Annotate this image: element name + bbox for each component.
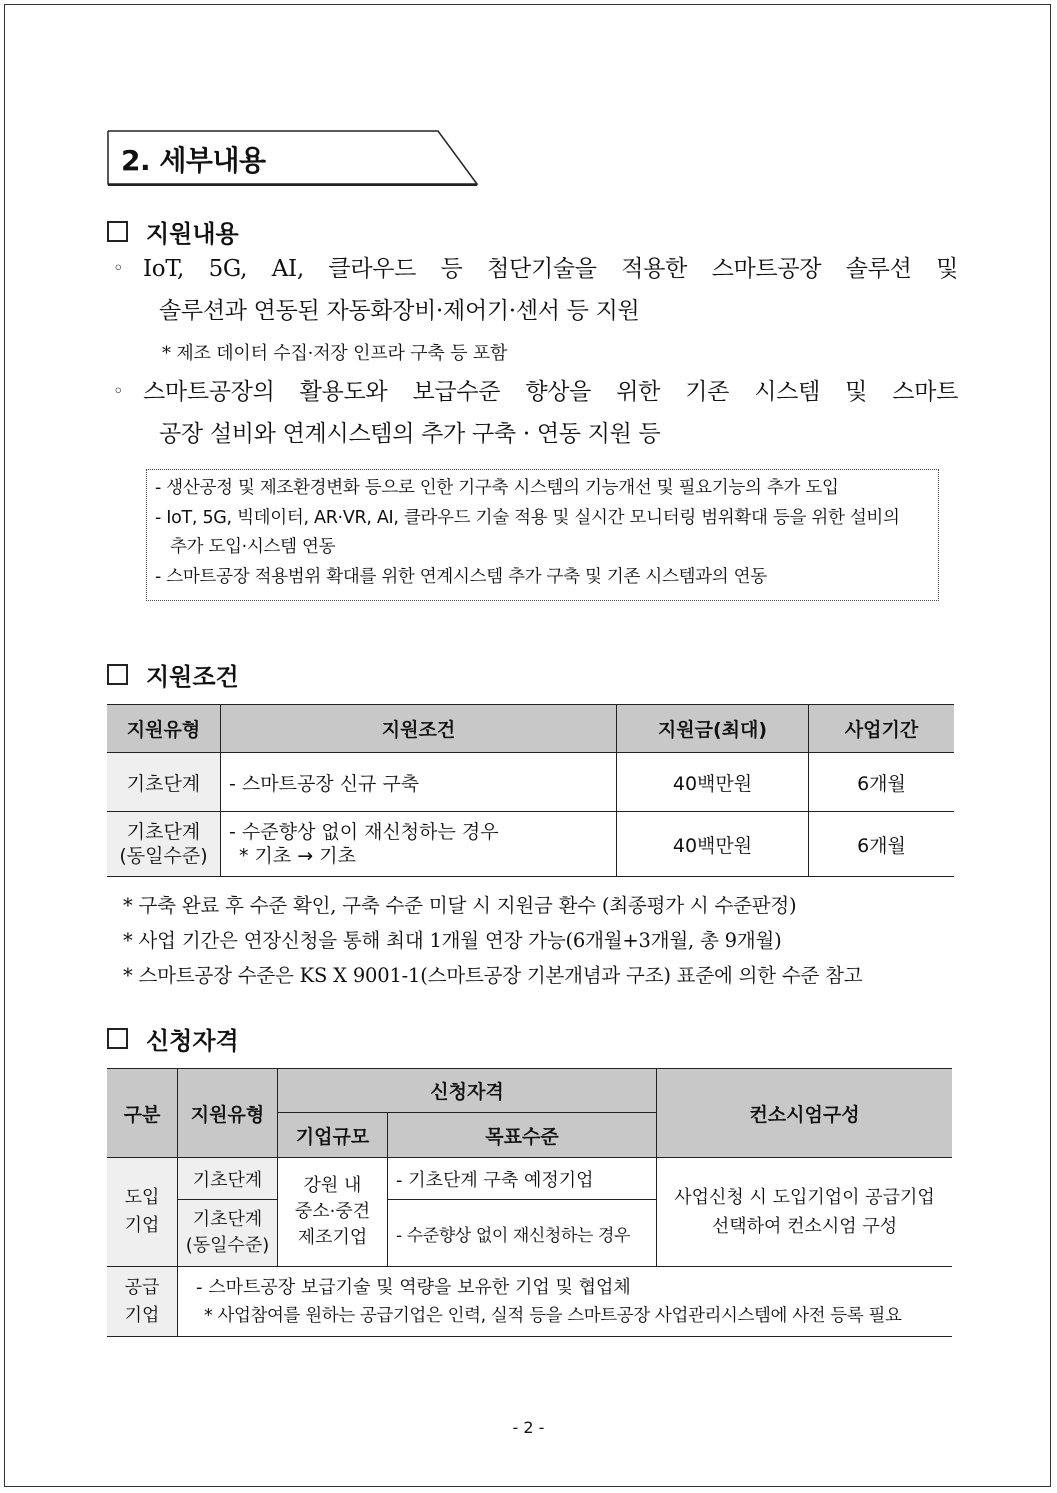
cell-target: - 수준향상 없이 재신청하는 경우: [388, 1200, 657, 1267]
cell-type-line: 기초단계: [126, 821, 201, 843]
consortium-line: 사업신청 시 도입기업이 공급기업: [674, 1187, 935, 1208]
size-line: 제조기업: [297, 1227, 368, 1248]
checkbox-square-icon: [107, 1028, 128, 1049]
detail-line: 추가 도입·시스템 연동: [170, 537, 336, 557]
table-header: 목표수준: [388, 1113, 657, 1158]
table-header: 지원금(최대): [617, 705, 809, 753]
table-header: 지원조건: [221, 705, 617, 753]
heading-text: 지원조건: [146, 663, 239, 691]
cell-condition-line: - 수준향상 없이 재신청하는 경우: [229, 821, 499, 843]
cell-type-line: (동일수준): [119, 845, 208, 867]
heading-text: 지원내용: [146, 220, 239, 248]
cell-condition: [221, 812, 617, 877]
table-header: 구분: [107, 1069, 178, 1158]
supply-line: * 사업참여를 원하는 공급기업은 인력, 실적 등을 스마트공장 사업관리시스템에 사전 등록 필요: [204, 1305, 902, 1326]
type-line: 기초단계: [192, 1209, 263, 1230]
consortium-line: 선택하여 컨소시엄 구성: [711, 1216, 898, 1237]
category-line: 공급: [124, 1276, 160, 1298]
cell-size: [278, 1158, 388, 1267]
table-header: 지원유형: [178, 1069, 278, 1158]
cell-supply-desc: [178, 1267, 953, 1337]
cell-condition: - 스마트공장 신규 구축: [221, 753, 617, 812]
cell-type: 기초단계: [178, 1158, 278, 1200]
cell-category: [107, 1267, 178, 1337]
bullet-item-2: [113, 371, 958, 455]
cell-period: 6개월: [809, 812, 955, 877]
size-line: 중소·중견: [294, 1201, 371, 1222]
section-title-box: [107, 130, 477, 186]
category-line: 기업: [124, 1304, 160, 1326]
bullet-item-1: [113, 248, 958, 332]
table-row: [107, 1267, 952, 1337]
size-line: 강원 내: [303, 1175, 362, 1196]
category-line: 기업: [124, 1215, 160, 1236]
table-header: 컨소시엄구성: [657, 1069, 953, 1158]
cell-type: 기초단계: [107, 753, 221, 812]
support-conditions-table: [107, 704, 954, 877]
checkbox-square-icon: [107, 221, 128, 242]
bullet-line: 공장 설비와 연계시스템의 추가 구축 · 연동 지원 등: [159, 421, 661, 447]
cell-category: [107, 1158, 178, 1267]
detail-line: - 생산공정 및 제조환경변화 등으로 인한 기구축 시스템의 기능개선 및 필요기능의 추가 도입: [155, 478, 839, 498]
cell-type: [178, 1200, 278, 1267]
category-line: 도입: [124, 1187, 160, 1208]
cell-amount: 40백만원: [617, 753, 809, 812]
table-header: 지원유형: [107, 705, 221, 753]
cell-period: 6개월: [809, 753, 955, 812]
cell-target: - 기초단계 구축 예정기업: [388, 1158, 657, 1200]
eligibility-table: [107, 1068, 952, 1337]
bullet-note: * 제조 데이터 수집·저장 인프라 구축 등 포함: [162, 343, 508, 364]
table-header: 사업기간: [809, 705, 955, 753]
table-row: [107, 812, 954, 877]
detail-line: - 스마트공장 적용범위 확대를 위한 연계시스템 추가 구축 및 기존 시스템과의 연동: [155, 566, 767, 587]
table-header: 기업규모: [278, 1113, 388, 1158]
cell-consortium: [657, 1158, 953, 1267]
table-row: [107, 1158, 952, 1200]
condition-note: * 사업 기간은 연장신청을 통해 최대 1개월 연장 가능(6개월+3개월, 총 9개월): [123, 929, 782, 952]
bullet-line: 스마트공장의 활용도와 보급수준 향상을 위한 기존 시스템 및 스마트: [143, 379, 958, 405]
cell-amount: 40백만원: [617, 812, 809, 877]
bullet-line: IoT, 5G, AI, 클라우드 등 첨단기술을 적용한 스마트공장 솔루션 및: [143, 256, 958, 282]
type-line: (동일수준): [185, 1235, 270, 1256]
detail-line: - IoT, 5G, 빅데이터, AR·VR, AI, 클라우드 기술 적용 및 실시간 모니터링 범위확대 등을 위한 설비의: [155, 507, 900, 528]
condition-note: * 스마트공장 수준은 KS X 9001-1(스마트공장 기본개념과 구조) 표준에 의한 수준 참고: [123, 964, 863, 987]
cell-condition-line: * 기초 → 기초: [239, 845, 356, 867]
detail-box: [146, 469, 939, 601]
table-row: [107, 753, 954, 812]
bullet-line: 솔루션과 연동된 자동화장비·제어기·센서 등 지원: [159, 298, 640, 324]
page-number: - 2 -: [512, 1418, 545, 1437]
support-conditions-heading: [107, 657, 239, 692]
section-title: 2. 세부내용: [121, 144, 266, 177]
condition-note: * 구축 완료 후 수준 확인, 구축 수준 미달 시 지원금 환수 (최종평가 시 수준판정): [123, 894, 797, 917]
eligibility-heading: [107, 1021, 239, 1056]
circle-bullet-icon: ◦: [113, 381, 124, 402]
table-header: 신청자격: [278, 1069, 657, 1113]
support-content-heading: [107, 214, 239, 249]
circle-bullet-icon: ◦: [113, 258, 124, 279]
checkbox-square-icon: [107, 664, 128, 685]
heading-text: 신청자격: [146, 1027, 239, 1055]
cell-type: [107, 812, 221, 877]
supply-line: - 스마트공장 보급기술 및 역량을 보유한 기업 및 협업체: [196, 1276, 631, 1298]
